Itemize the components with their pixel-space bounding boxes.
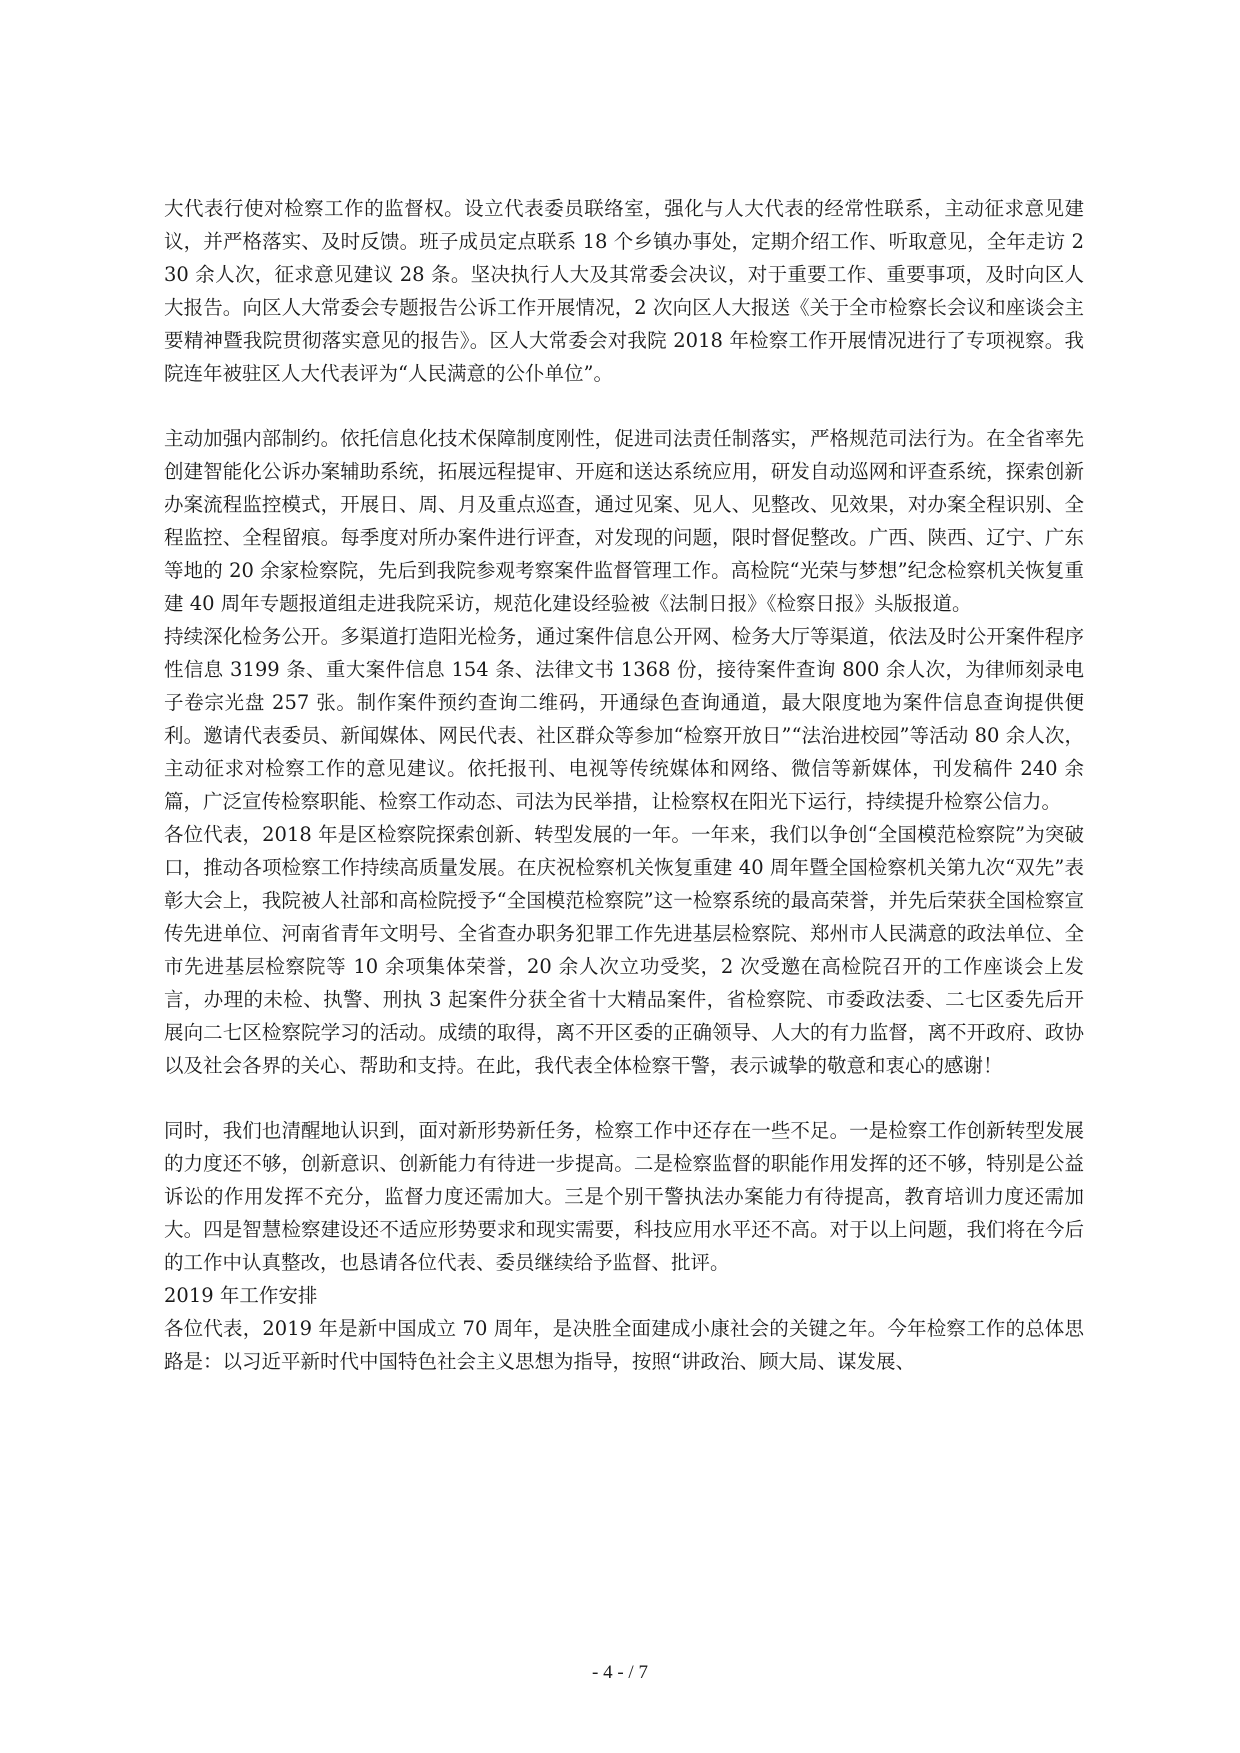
paragraph-shortcomings: 同时，我们也清醒地认识到，面对新形势新任务，检察工作中还存在一些不足。一是检察工作创新转型发展的力度还不够，创新意识、创新能力有待进一步提高。二是检察监督的职能作用发挥的还不够，特别是公益诉讼的作用发挥不充分，监督力度还需加大。三是个别干警执法办案能力有待提高，教育培训力度还需加大。四是智慧检察建设还不适应形势要求和现实需要，科技应用水平还不高。对于以上问题，我们将在今后的工作中认真整改，也恳请各位代表、委员继续给予监督、批评。 — [164, 1119, 1084, 1274]
page-number: - 4 - / 7 — [592, 1662, 648, 1683]
document-body — [164, 192, 1084, 1378]
paragraph-internal-restraint: 主动加强内部制约。依托信息化技术保障制度刚性，促进司法责任制落实，严格规范司法行为。在全省率先创建智能化公诉办案辅助系统，拓展远程提审、开庭和送达系统应用，研发自动巡网和评查系统，探索创新办案流程监控模式，开展日、周、月及重点巡查，通过见案、见人、见整改、见效果，对办案全程识别、全程监控、全程留痕。每季度对所办案件进行评查，对发现的问题，限时督促整改。广西、陕西、辽宁、广东等地的 20 余家检察院，先后到我院参观考察案件监督管理工作。高检院“光荣与梦想”纪念检察机关恢复重建 40 周年专题报道组走进我院采访，规范化建设经验被《法制日报》《检察日报》头版报道。 — [164, 427, 1084, 615]
paragraph-gap — [164, 390, 1084, 422]
paragraph-2018-achievements: 各位代表，2018 年是区检察院探索创新、转型发展的一年。一年来，我们以争创“全国模范检察院”为突破口，推动各项检察工作持续高质量发展。在庆祝检察机关恢复重建 40 周年暨全国检察机关第九次“双先”表彰大会上，我院被人社部和高检院授予“全国模范检察院”这一检察系统的最高荣誉，并先后荣获全国检察宣传先进单位、河南省青年文明号、全省查办职务犯罪工作先进基层检察院、郑州市人民满意的政法单位、全市先进基层检察院等 10 余项集体荣誉，20 余人次立功受奖，2 次受邀在高检院召开的工作座谈会上发言，办理的未检、执警、刑执 3 起案件分获全省十大精品案件，省检察院、市委政法委、二七区委先后开展向二七区检察院学习的活动。成绩的取得，离不开区委的正确领导、人大的有力监督，离不开政府、政协以及社会各界的关心、帮助和支持。在此，我代表全体检察干警，表示诚挚的敬意和衷心的感谢！ — [164, 823, 1084, 1077]
section-heading-2019: 2019 年工作安排 — [164, 1284, 318, 1307]
paragraph-2019-plan: 各位代表，2019 年是新中国成立 70 周年，是决胜全面建成小康社会的关键之年。今年检察工作的总体思路是：以习近平新时代中国特色社会主义思想为指导，按照“讲政治、顾大局、谋发展、 — [164, 1317, 1084, 1373]
paragraph-procuratorial-openness: 持续深化检务公开。多渠道打造阳光检务，通过案件信息公开网、检务大厅等渠道，依法及时公开案件程序性信息 3199 条、重大案件信息 154 条、法律文书 1368 份，接待案件查询 800 余人次，为律师刻录电子卷宗光盘 257 张。制作案件预约查询二维码，开通绿色查询通道，最大限度地为案件信息查询提供便利。邀请代表委员、新闻媒体、网民代表、社区群众等参加“检察开放日”“法治进校园”等活动 80 余人次，主动征求对检察工作的意见建议。依托报刊、电视等传统媒体和网络、微信等新媒体，刊发稿件 240 余篇，广泛宣传检察职能、检察工作动态、司法为民举措，让检察权在阳光下运行，持续提升检察公信力。 — [164, 625, 1084, 813]
paragraph-gap — [164, 1082, 1084, 1114]
paragraph-npc-supervision: 大代表行使对检察工作的监督权。设立代表委员联络室，强化与人大代表的经常性联系，主动征求意见建议，并严格落实、及时反馈。班子成员定点联系 18 个乡镇办事处，定期介绍工作、听取意见，全年走访 230 余人次，征求意见建议 28 条。坚决执行人大及其常委会决议，对于重要工作、重要事项，及时向区人大报告。向区人大常委会专题报告公诉工作开展情况，2 次向区人大报送《关于全市检察长会议和座谈会主要精神暨我院贯彻落实意见的报告》。区人大常委会对我院 2018 年检察工作开展情况进行了专项视察。我院连年被驻区人大代表评为“人民满意的公仆单位”。 — [164, 197, 1084, 385]
